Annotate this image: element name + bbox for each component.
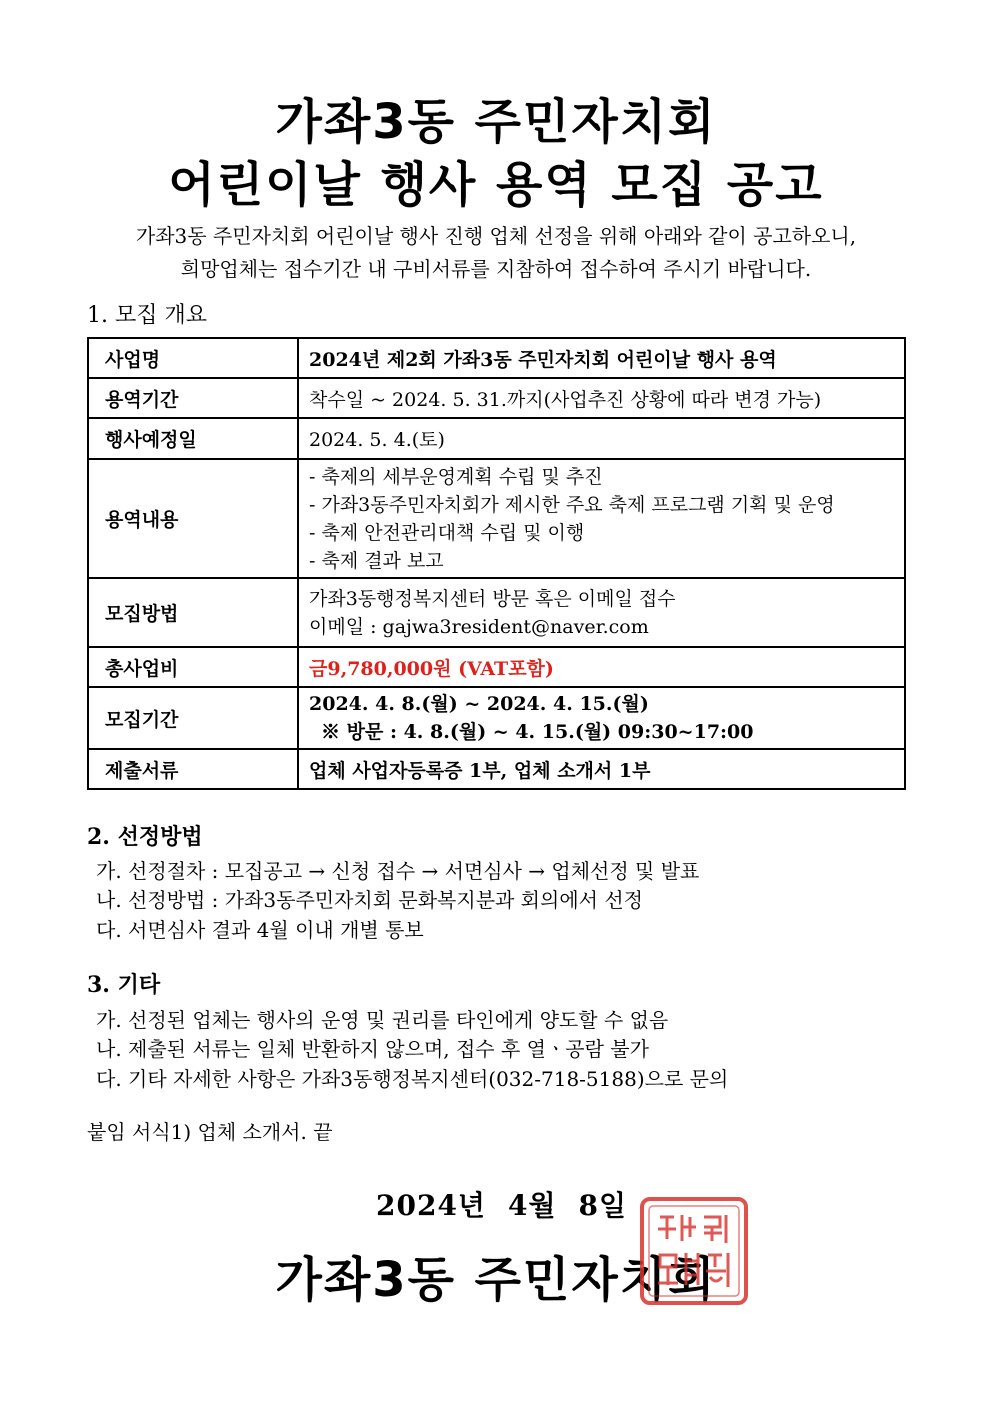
recruit-period-line1: 2024. 4. 8.(월) ~ 2024. 4. 15.(월) xyxy=(309,693,649,715)
section3-item: 가. 선정된 업체는 행사의 운영 및 권리를 타인에게 양도할 수 없음 xyxy=(96,1008,669,1032)
method-label: 모집방법 xyxy=(88,578,298,647)
section2-item: 가. 선정절차 : 모집공고 → 신청 접수 → 서면심사 → 업체선정 및 발표 xyxy=(96,859,700,883)
content-line: - 가좌3동주민자치회가 제시한 주요 축제 프로그램 기획 및 운영 xyxy=(309,493,835,516)
table-row xyxy=(88,687,905,749)
documents-label: 제출서류 xyxy=(88,749,298,789)
recruit-period-visit: ※ 방문 : 4. 8.(월) ~ 4. 15.(월) 09:30~17:00 xyxy=(321,721,754,743)
date-month: 4월 xyxy=(507,1189,557,1222)
date-year: 2024년 xyxy=(376,1189,486,1222)
event-date-value: 2024. 5. 4.(토) xyxy=(298,418,905,459)
document-title-line1: 가좌3동 주민자치회 xyxy=(275,94,717,150)
table-row xyxy=(88,418,905,459)
event-date-label: 행사예정일 xyxy=(88,418,298,459)
table-row xyxy=(88,338,905,378)
table-row xyxy=(88,578,905,647)
recruit-period-value xyxy=(298,687,905,749)
document-title-line2: 어린이날 행사 용역 모집 공고 xyxy=(168,157,824,213)
intro-text-line2: 희망업체는 접수기간 내 구비서류를 지참하여 접수하여 주시기 바랍니다. xyxy=(180,257,812,281)
project-name-label: 사업명 xyxy=(88,338,298,378)
document-date xyxy=(376,1188,649,1224)
date-day: 8일 xyxy=(578,1189,628,1222)
intro-text-line1: 가좌3동 주민자치회 어린이날 행사 진행 업체 선정을 위해 아래와 같이 공고하오니, xyxy=(135,224,857,248)
budget-label: 총사업비 xyxy=(88,647,298,687)
attachment-note: 붙임 서식1) 업체 소개서. 끝 xyxy=(87,1120,333,1144)
organization-name: 가좌3동 주민자치회 xyxy=(275,1252,717,1308)
content-line: - 축제의 세부운영계획 수립 및 추진 xyxy=(309,465,603,488)
section1-heading: 1. 모집 개요 xyxy=(87,303,207,328)
period-value: 착수일 ~ 2024. 5. 31.까지(사업추진 상황에 따라 변경 가능) xyxy=(298,378,905,418)
method-line1: 가좌3동행정복지센터 방문 혹은 이메일 접수 xyxy=(309,587,676,610)
budget-value: 금9,780,000원 (VAT포함) xyxy=(298,647,905,687)
table-row xyxy=(88,749,905,789)
section3-heading: 3. 기타 xyxy=(87,972,161,998)
content-value xyxy=(298,459,905,578)
table-row xyxy=(88,378,905,418)
method-value xyxy=(298,578,905,647)
overview-table xyxy=(87,337,906,790)
content-line: - 축제 결과 보고 xyxy=(309,549,444,572)
section2-item: 나. 선정방법 : 가좌3동주민자치회 문화복지분과 회의에서 선정 xyxy=(96,888,643,912)
table-row xyxy=(88,647,905,687)
section2-item: 다. 서면심사 결과 4월 이내 개별 통보 xyxy=(96,918,424,942)
content-line: - 축제 안전관리대책 수립 및 이행 xyxy=(309,521,585,544)
documents-value: 업체 사업자등록증 1부, 업체 소개서 1부 xyxy=(298,749,905,789)
method-email: 이메일 : gajwa3resident@naver.com xyxy=(309,615,649,638)
section2-heading: 2. 선정방법 xyxy=(87,824,203,850)
content-label: 용역내용 xyxy=(88,459,298,578)
table-row xyxy=(88,459,905,578)
project-name-value: 2024년 제2회 가좌3동 주민자치회 어린이날 행사 용역 xyxy=(298,338,905,378)
section3-item: 다. 기타 자세한 사항은 가좌3동행정복지센터(032-718-5188)으로 문의 xyxy=(96,1067,729,1091)
section3-item: 나. 제출된 서류는 일체 반환하지 않으며, 접수 후 열ㆍ공람 불가 xyxy=(96,1037,649,1061)
recruit-period-label: 모집기간 xyxy=(88,687,298,749)
period-label: 용역기간 xyxy=(88,378,298,418)
official-seal-icon xyxy=(638,1195,750,1307)
